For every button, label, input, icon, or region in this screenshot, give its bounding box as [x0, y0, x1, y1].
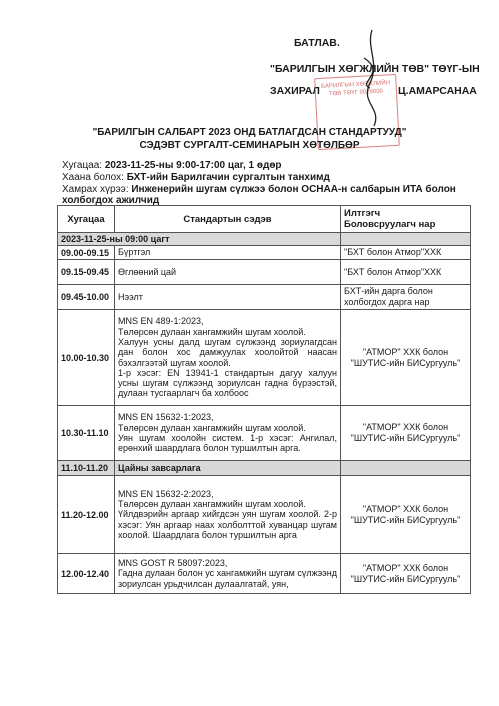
- topic-line: MNS EN 15632-1:2023,: [118, 412, 214, 423]
- place-value: БХТ-ийн Барилгачин сургалтын танхимд: [126, 172, 330, 183]
- row-speaker: [341, 260, 471, 285]
- speaker-line: "АТМОР" ХХК болон: [362, 503, 449, 514]
- header-speaker: [341, 206, 471, 233]
- date-row-empty: [341, 233, 471, 246]
- row-time: 11.20-12.00: [58, 476, 115, 554]
- row-time: 11.10-11.20: [58, 461, 115, 476]
- topic-line: MNS GOST R 58097:2023,: [118, 558, 228, 569]
- row-topic: [115, 554, 341, 594]
- row-topic: [115, 246, 341, 260]
- meta-audience: [62, 184, 456, 195]
- row-speaker: [341, 476, 471, 554]
- audience-value-2: холбогдох ажилчид: [62, 195, 160, 206]
- row-topic: [115, 476, 341, 554]
- topic-line: Гадна дулаан болон ус хангамжийн шугам сүлжээнд зориулсан урьдчилсан дулаалгатай, уян,: [118, 568, 337, 589]
- topic-line: Уян шугам хоолойн систем. 1-р хэсэг: Ангилал, ерөнхий шаардлага болон туршилтын арга.: [118, 433, 337, 454]
- row-time: 10.00-10.30: [58, 310, 115, 406]
- topic-line: Нээлт: [118, 291, 143, 302]
- date-row: [58, 233, 471, 246]
- topic-line: MNS EN 489-1:2023,: [118, 316, 204, 327]
- row-topic: [115, 285, 341, 310]
- header-speaker-line2: Боловсруулагч нар: [344, 219, 436, 230]
- row-speaker: [341, 246, 471, 260]
- meta-place: [62, 172, 330, 183]
- row-speaker: [341, 310, 471, 406]
- speaker-line: "АТМОР" ХХК болон: [362, 422, 449, 432]
- topic-line: Төлөрсөн дулаан хангамжийн шугам хоолой.: [118, 422, 306, 433]
- topic-line: Төлөрсөн дулаан хангамжийн шугам хоолой.: [118, 499, 306, 510]
- approval-position: ЗАХИРАЛ: [270, 85, 320, 97]
- document-title: "БАРИЛГЫН САЛБАРТ 2023 ОНД БАТЛАГДСАН СТАНДАРТУУД": [92, 127, 407, 138]
- row-time: 10.30-11.10: [58, 406, 115, 461]
- audience-value-1: Инженерийн шугам сүлжээ болон ОСНАА-н салбарын ИТА болон: [131, 184, 456, 195]
- header-time: Хугацаа: [58, 206, 115, 233]
- document-subtitle: СЭДЭВТ СУРГАЛТ-СЕМИНАРЫН ХӨТӨЛБӨР: [139, 140, 360, 151]
- date-cell: 2023-11-25-ны 09:00 цагт: [58, 233, 341, 246]
- topic-line: Өглөөний цай: [118, 266, 177, 277]
- speaker-line: "БХТ болон Атмор"ХХК: [344, 266, 442, 277]
- topic-line: Халуун усны далд шугам сүлжээнд зориулагдсан дан болон хос дамжуулах хоолойтой наасан бэхэлгээтэй шугам хоолой.: [118, 336, 337, 368]
- speaker-line: "АТМОР" ХХК болон: [362, 562, 449, 573]
- row-time: 09.15-09.45: [58, 260, 115, 285]
- signature-icon: [352, 28, 392, 128]
- speaker-line: "ШУТИС-ийн БИСургууль": [350, 433, 461, 443]
- approval-name: Ц.АМАРСАНАА: [398, 85, 477, 97]
- table-row: [58, 260, 471, 285]
- row-topic: [115, 406, 341, 461]
- row-time: 12.00-12.40: [58, 554, 115, 594]
- speaker-line: "БХТ болон Атмор"ХХК: [344, 247, 442, 257]
- row-topic: [115, 461, 341, 476]
- header-speaker-line1: Илтгэгч: [344, 208, 381, 219]
- row-speaker: [341, 285, 471, 310]
- row-speaker: [341, 461, 471, 476]
- speaker-line: БХТ-ийн дарга болон: [344, 286, 433, 296]
- schedule-table: [57, 205, 471, 594]
- topic-line: Үйлдвэрийн аргаар хийгдсэн уян шугам хоолой. 2-р хэсэг: Уян аргаар наах холболттой хуванцар шугам хоолой. Шаардлага болон туршилтын арга: [118, 509, 337, 540]
- duration-label: Хугацаа:: [62, 160, 105, 171]
- row-speaker: [341, 406, 471, 461]
- table-row: [58, 476, 471, 554]
- stamp-text: БАРИЛГЫН ХӨГЖЛИЙН ТӨВ ТӨҮГ 9029000: [320, 80, 391, 98]
- approval-heading: БАТЛАВ.: [294, 37, 340, 49]
- audience-label: Хамрах хүрээ:: [62, 184, 132, 195]
- speaker-line: "ШУТИС-ийн БИСургууль": [350, 357, 461, 368]
- speaker-line: "ШУТИС-ийн БИСургууль": [350, 573, 461, 584]
- table-header-row: [58, 206, 471, 233]
- header-topic: Стандартын сэдэв: [115, 206, 341, 233]
- speaker-line: "ШУТИС-ийн БИСургууль": [350, 514, 461, 525]
- topic-line: 1-р хэсэг: EN 13941-1 стандартын дагуу халуун усны шугам сүлжээнд зориулсан гадна бүрээстэй, дулаан тусгаарлагч ба холбоос: [118, 367, 337, 399]
- approval-organization: "БАРИЛГЫН ХӨГЖЛИЙН ТӨВ" ТӨҮГ-ЫН: [270, 63, 480, 75]
- row-speaker: [341, 554, 471, 594]
- row-topic: [115, 260, 341, 285]
- meta-duration: [62, 160, 282, 171]
- row-time: 09.00-09.15: [58, 246, 115, 260]
- place-label: Хаана болох:: [62, 172, 127, 183]
- topic-line: Төлөрсөн дулаан хангамжийн шугам хоолой.: [118, 326, 306, 337]
- table-row: [58, 461, 471, 476]
- table-row: [58, 246, 471, 260]
- speaker-line: "АТМОР" ХХК болон: [362, 346, 449, 357]
- row-topic: [115, 310, 341, 406]
- speaker-line: холбогдох дарга нар: [344, 297, 430, 307]
- table-row: [58, 285, 471, 310]
- topic-line: MNS EN 15632-2:2023,: [118, 488, 214, 499]
- table-row: [58, 406, 471, 461]
- topic-line: Бүртгэл: [118, 247, 151, 258]
- row-time: 09.45-10.00: [58, 285, 115, 310]
- table-row: [58, 554, 471, 594]
- topic-line: Цайны завсарлага: [118, 462, 201, 473]
- table-row: [58, 310, 471, 406]
- duration-value: 2023-11-25-ны 9:00-17:00 цаг, 1 өдөр: [104, 160, 282, 171]
